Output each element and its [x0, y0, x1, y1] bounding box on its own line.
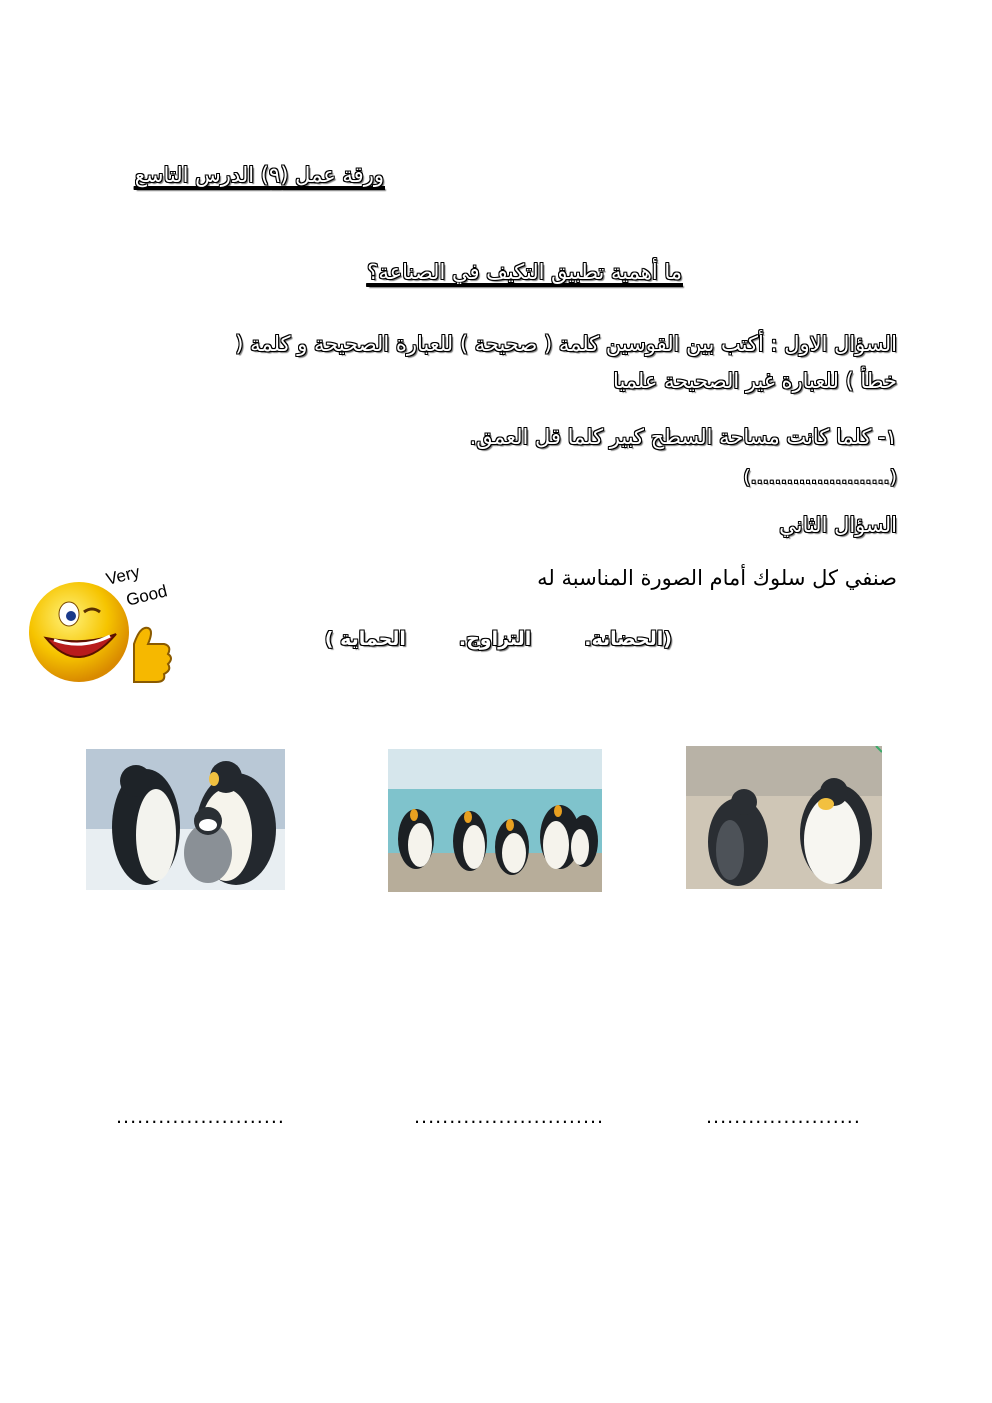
penguin-photo-group: [388, 749, 602, 892]
penguin-photo-pair: [686, 746, 882, 889]
q2-heading: السؤال الثاني: [779, 513, 897, 537]
q1-instruction-line2: خطأ ) للعبارة غير الصحيحة علميا: [613, 369, 897, 393]
penguin-photo-family: [86, 749, 285, 890]
sticker-text-very: Very: [104, 562, 142, 589]
smiley-thumbs-up-icon: [24, 562, 184, 684]
q2-instruction: صنفي كل سلوك أمام الصورة المناسبة له: [537, 566, 897, 590]
very-good-sticker: [24, 562, 184, 684]
answer-blank-2[interactable]: ...........................: [414, 1106, 605, 1128]
q1-item1-answer-blank[interactable]: (.......................): [743, 466, 897, 488]
answer-blank-3[interactable]: ......................: [706, 1106, 861, 1128]
worksheet-title: ورقة عمل (٩) الدرس التاسع: [134, 163, 384, 187]
q2-options: (الحضانة. التزاوج. الحماية ): [324, 628, 672, 650]
answer-blank-1[interactable]: ........................: [116, 1106, 285, 1128]
sticker-text-good: Good: [124, 581, 170, 610]
q1-item1-text: ١- كلما كانت مساحة السطح كبير كلما قل العمق.: [469, 425, 897, 449]
q1-instruction-line1: السؤال الاول : أكتب بين القوسين كلمة ( صحيحة ) للعبارة الصحيحة و كلمة (: [235, 332, 897, 356]
question-heading: ما أهمية تطبيق التكيف في الصناعة؟: [367, 260, 682, 284]
